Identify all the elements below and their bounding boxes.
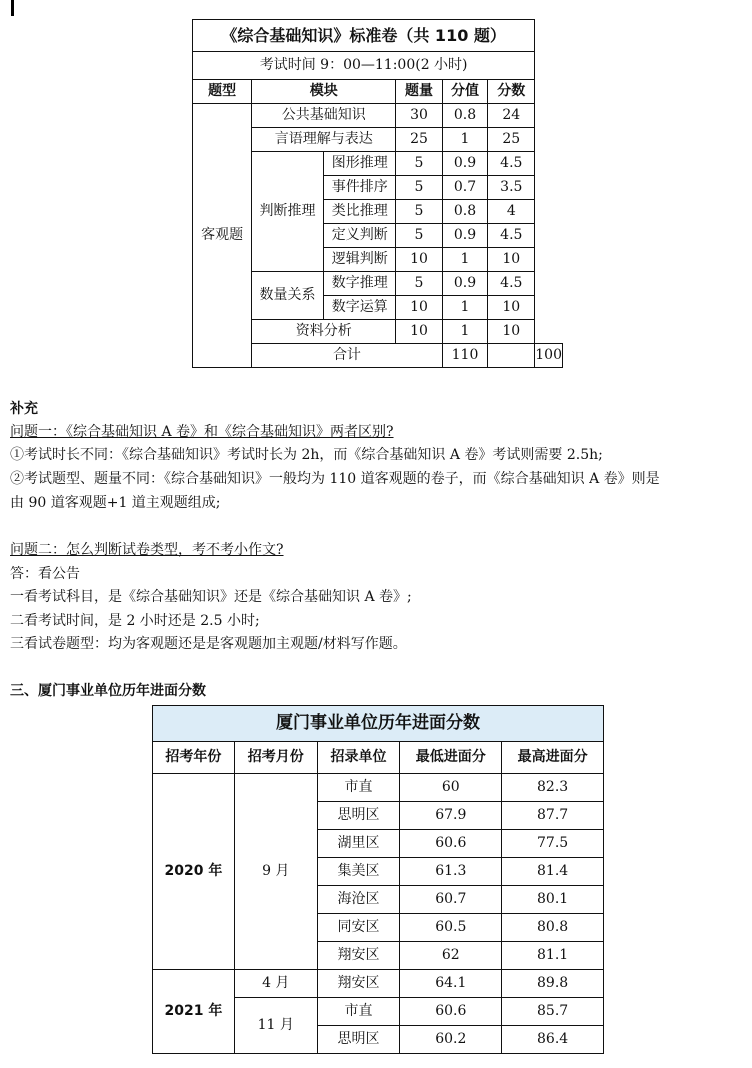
min-score: 61.3 (400, 858, 502, 886)
score-table-title: 厦门事业单位历年进面分数 (153, 706, 604, 742)
module-score: 4 (488, 200, 535, 224)
exam-table-header (193, 80, 563, 104)
question-value: 0.8 (442, 104, 488, 128)
answer-two-line-1: 一看考试科目，是《综合基础知识》还是《综合基础知识 A 卷》; (10, 589, 412, 605)
question-count: 10 (396, 320, 442, 344)
min-score: 64.1 (400, 970, 502, 998)
unit-name: 海沧区 (317, 886, 400, 914)
submodule-name: 事件排序 (323, 176, 396, 200)
max-score: 77.5 (502, 830, 604, 858)
min-score: 62 (400, 942, 502, 970)
question-count: 5 (396, 200, 442, 224)
year-2021: 2021 年 (153, 970, 235, 1054)
header-type: 题型 (193, 80, 252, 104)
question-count: 30 (396, 104, 442, 128)
max-score: 86.4 (502, 1026, 604, 1054)
max-score: 87.7 (502, 802, 604, 830)
header-count: 题量 (396, 80, 442, 104)
header-unit: 招录单位 (317, 742, 400, 774)
submodule-name: 类比推理 (323, 200, 396, 224)
question-value: 1 (442, 128, 488, 152)
total-count: 110 (442, 344, 488, 368)
question-value: 0.9 (442, 224, 488, 248)
header-module: 模块 (252, 80, 396, 104)
question-value: 1 (442, 296, 488, 320)
question-two: 问题二：怎么判断试卷类型，考不考小作文? (10, 542, 284, 558)
header-max-score: 最高进面分 (502, 742, 604, 774)
question-count: 5 (396, 152, 442, 176)
answer-one-line-2: ②考试题型、题量不同：《综合基础知识》一般均为 110 道客观题的卷子，而《综合基础知识 A 卷》则是 (10, 471, 660, 487)
min-score: 60.6 (400, 998, 502, 1026)
max-score: 81.1 (502, 942, 604, 970)
max-score: 80.1 (502, 886, 604, 914)
year-2020: 2020 年 (153, 774, 235, 970)
module-name: 资料分析 (252, 320, 396, 344)
header-value: 分值 (442, 80, 488, 104)
answer-two-line-3: 三看试卷题型：均为客观题还是是客观题加主观题/材料写作题。 (10, 636, 407, 652)
exam-structure-table (192, 19, 563, 368)
answer-two-line-2: 二看考试时间，是 2 小时还是 2.5 小时; (10, 613, 260, 629)
answer-one-line-1: ①考试时长不同：《综合基础知识》考试时长为 2h，而《综合基础知识 A 卷》考试则需要 2.5h; (10, 447, 603, 463)
module-score: 10 (488, 320, 535, 344)
question-count: 10 (396, 296, 442, 320)
total-value-empty (488, 344, 535, 368)
submodule-name: 数字推理 (323, 272, 396, 296)
min-score: 60.2 (400, 1026, 502, 1054)
module-score: 4.5 (488, 152, 535, 176)
module-score: 24 (488, 104, 535, 128)
module-score: 4.5 (488, 272, 535, 296)
exam-table-title: 《综合基础知识》标准卷（共 110 题） (193, 20, 535, 52)
unit-name: 思明区 (317, 802, 400, 830)
unit-name: 集美区 (317, 858, 400, 886)
unit-name: 市直 (317, 774, 400, 802)
question-count: 5 (396, 224, 442, 248)
question-count: 25 (396, 128, 442, 152)
min-score: 67.9 (400, 802, 502, 830)
submodule-name: 定义判断 (323, 224, 396, 248)
max-score: 80.8 (502, 914, 604, 942)
submodule-name: 逻辑判断 (323, 248, 396, 272)
unit-name: 湖里区 (317, 830, 400, 858)
module-score: 10 (488, 296, 535, 320)
module-score: 25 (488, 128, 535, 152)
table-row (153, 970, 604, 998)
unit-name: 市直 (317, 998, 400, 1026)
question-value: 0.7 (442, 176, 488, 200)
score-history-table (152, 705, 604, 1054)
submodule-name: 图形推理 (323, 152, 396, 176)
submodule-name: 数字运算 (323, 296, 396, 320)
max-score: 81.4 (502, 858, 604, 886)
table-row (153, 774, 604, 802)
question-value: 0.9 (442, 152, 488, 176)
min-score: 60 (400, 774, 502, 802)
exam-time: 考试时间 9：00—11:00(2 小时) (193, 52, 535, 80)
answer-one-line-3: 由 90 道客观题+1 道主观题组成; (10, 495, 221, 511)
question-value: 0.9 (442, 272, 488, 296)
min-score: 60.5 (400, 914, 502, 942)
module-name: 言语理解与表达 (252, 128, 396, 152)
question-value: 1 (442, 320, 488, 344)
max-score: 82.3 (502, 774, 604, 802)
max-score: 85.7 (502, 998, 604, 1026)
table-row (193, 104, 563, 128)
answer-two-intro: 答：看公告 (10, 566, 80, 582)
total-label: 合计 (252, 344, 442, 368)
module-score: 3.5 (488, 176, 535, 200)
type-objective: 客观题 (193, 104, 252, 368)
min-score: 60.7 (400, 886, 502, 914)
supplement-heading: 补充 (10, 401, 38, 417)
question-value: 1 (442, 248, 488, 272)
max-score: 89.8 (502, 970, 604, 998)
text-cursor-marker (11, 0, 14, 16)
unit-name: 翔安区 (317, 970, 400, 998)
question-count: 10 (396, 248, 442, 272)
question-value: 0.8 (442, 200, 488, 224)
unit-name: 同安区 (317, 914, 400, 942)
module-score: 10 (488, 248, 535, 272)
question-count: 5 (396, 176, 442, 200)
header-year: 招考年份 (153, 742, 235, 774)
unit-name: 翔安区 (317, 942, 400, 970)
month-2020: 9 月 (234, 774, 317, 970)
module-quant: 数量关系 (252, 272, 324, 320)
score-table-header (153, 742, 604, 774)
section3-heading: 三、厦门事业单位历年进面分数 (10, 683, 206, 699)
question-one: 问题一：《综合基础知识 A 卷》和《综合基础知识》两者区别? (10, 424, 394, 440)
header-score: 分数 (488, 80, 535, 104)
module-name: 公共基础知识 (252, 104, 396, 128)
module-score: 4.5 (488, 224, 535, 248)
module-judge: 判断推理 (252, 152, 324, 272)
month-2021-november: 11 月 (234, 998, 317, 1054)
header-month: 招考月份 (234, 742, 317, 774)
unit-name: 思明区 (317, 1026, 400, 1054)
min-score: 60.6 (400, 830, 502, 858)
question-count: 5 (396, 272, 442, 296)
header-min-score: 最低进面分 (400, 742, 502, 774)
month-2021-april: 4 月 (234, 970, 317, 998)
total-score: 100 (535, 344, 563, 368)
